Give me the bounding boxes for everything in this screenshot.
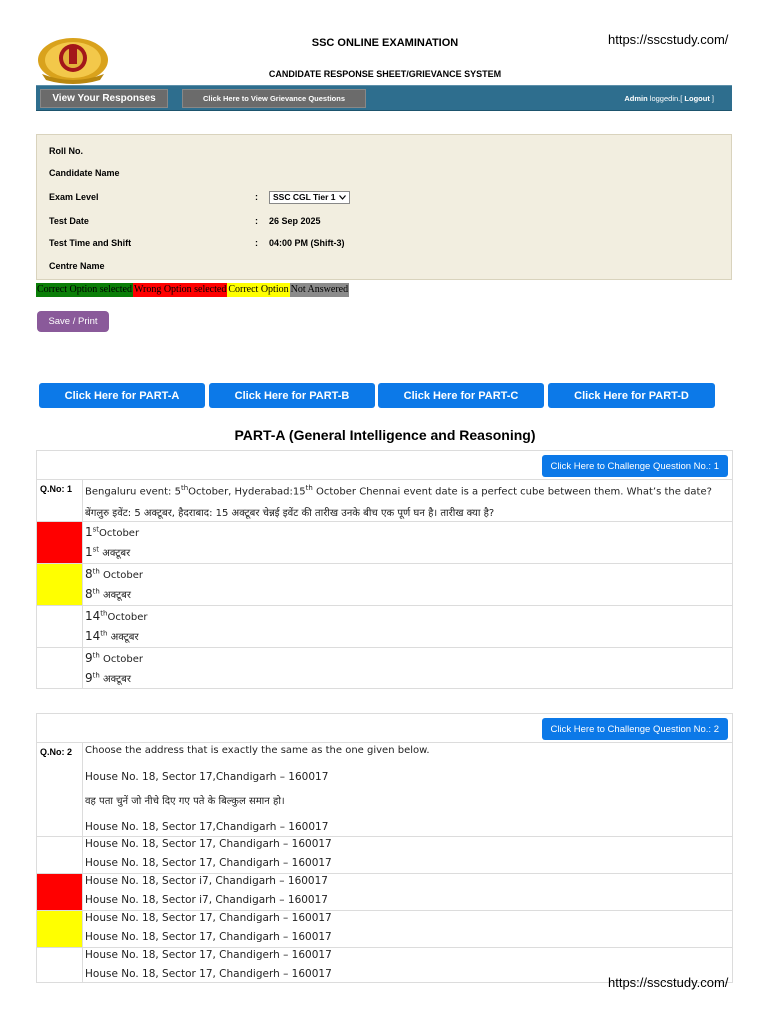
option-text-hi: House No. 18, Sector 17, Chandigerh – 160017	[85, 968, 332, 980]
option-number: 8	[85, 587, 93, 601]
part-b-button[interactable]: Click Here for PART-B	[209, 383, 375, 408]
superscript: th	[92, 651, 100, 660]
option-month: अक्टूबर	[107, 632, 139, 643]
superscript: th	[92, 671, 100, 680]
option-text-hi	[85, 671, 131, 685]
question-text-en: Choose the address that is exactly the same as the one given below.	[85, 745, 430, 756]
option-row-3	[37, 910, 732, 947]
roll-row	[49, 144, 255, 158]
superscript: th	[100, 629, 108, 638]
question-text-part: Bengaluru event: 5	[85, 486, 181, 498]
level-label: Exam Level	[49, 192, 99, 202]
option-text-hi: House No. 18, Sector 17, Chandigarh – 160017	[85, 931, 332, 943]
question-text-part: October Chennai event date is a perfect cube between them. What’s the date?	[312, 486, 712, 498]
colon: :	[255, 192, 258, 202]
option-number: 8	[85, 567, 93, 581]
answer-legend	[36, 283, 349, 297]
superscript: st	[92, 525, 100, 534]
top-navbar	[36, 85, 732, 111]
option-month: अक्टूबर	[99, 548, 131, 559]
question-number-cell	[37, 743, 83, 836]
candidate-name-label: Candidate Name	[49, 168, 120, 178]
question-number-cell	[37, 480, 83, 521]
superscript: th	[92, 587, 100, 596]
option-month: October	[99, 654, 144, 665]
question-number: Q.No: 1	[40, 484, 73, 494]
save-print-button[interactable]: Save / Print	[37, 311, 109, 332]
option-number: 9	[85, 671, 93, 685]
option-month: अक्टूबर	[99, 674, 131, 685]
time-label: Test Time and Shift	[49, 238, 132, 248]
date-row	[49, 214, 321, 228]
option-status-cell	[37, 911, 83, 947]
option-status-cell	[37, 564, 83, 605]
option-text-hi: House No. 18, Sector i7, Chandigarh – 160017	[85, 894, 328, 906]
challenge-question-2-button[interactable]: Click Here to Challenge Question No.: 2	[542, 718, 728, 740]
close-bracket: ]	[709, 94, 714, 103]
option-status-cell	[37, 648, 83, 689]
option-text-hi	[85, 629, 139, 643]
option-month: अक्टूबर	[99, 590, 131, 601]
admin-name: Admin	[624, 94, 648, 103]
time-row	[49, 236, 345, 250]
challenge-question-1-button[interactable]: Click Here to Challenge Question No.: 1	[542, 455, 728, 477]
option-text-en: House No. 18, Sector 17, Chandigarh – 160017	[85, 912, 332, 924]
roll-label: Roll No.	[49, 146, 83, 156]
option-text-en: House No. 18, Sector 17, Chandigarh – 160017	[85, 838, 332, 850]
superscript: st	[92, 545, 100, 554]
exam-level-value: SSC CGL Tier 1	[273, 192, 336, 202]
test-time-value: 04:00 PM (Shift-3)	[269, 238, 345, 248]
option-number: 14	[85, 609, 101, 623]
sheet-title: CANDIDATE RESPONSE SHEET/GRIEVANCE SYSTEM	[268, 69, 502, 79]
part-c-button[interactable]: Click Here for PART-C	[378, 383, 544, 408]
option-status-cell	[37, 948, 83, 983]
question-row	[37, 742, 732, 836]
colon: :	[255, 216, 258, 226]
option-number: 14	[85, 629, 101, 643]
option-text-hi	[85, 545, 130, 559]
question-text-part: October, Hyderabad:15	[188, 486, 306, 498]
colon: :	[255, 238, 258, 248]
legend-correct-selected: Correct Option selected	[37, 284, 132, 295]
test-date-value: 26 Sep 2025	[269, 216, 321, 226]
superscript: th	[305, 484, 313, 492]
admin-status	[624, 94, 714, 103]
watermark-bottom: https://sscstudy.com/	[608, 975, 729, 990]
question-card-2	[36, 713, 733, 983]
option-row-1	[37, 836, 732, 873]
superscript: th	[92, 567, 100, 576]
option-number: 1	[85, 525, 93, 539]
option-month: October	[99, 570, 144, 581]
date-label: Test Date	[49, 216, 89, 226]
legend-correct-option: Correct Option	[228, 284, 289, 295]
section-title: PART-A (General Intelligence and Reasoning)	[234, 427, 536, 443]
option-text-hi: House No. 18, Sector 17, Chandigarh – 160017	[85, 857, 332, 869]
part-d-button[interactable]: Click Here for PART-D	[548, 383, 715, 408]
option-row-1	[37, 521, 732, 563]
question-card-1	[36, 450, 733, 689]
watermark-top: https://sscstudy.com/	[608, 32, 729, 47]
logout-link[interactable]: Logout	[684, 94, 710, 103]
candidate-info-box	[36, 134, 732, 280]
option-row-2	[37, 873, 732, 910]
question-number: Q.No: 2	[40, 747, 73, 757]
superscript: th	[100, 609, 108, 618]
exam-title: SSC ONLINE EXAMINATION	[311, 37, 459, 49]
option-number: 1	[85, 545, 93, 559]
view-responses-button[interactable]: View Your Responses	[40, 89, 168, 108]
question-row	[37, 479, 732, 521]
option-text-en	[85, 525, 139, 539]
logged-text: loggedin.[	[647, 94, 685, 103]
option-row-2	[37, 563, 732, 605]
option-text-hi	[85, 587, 131, 601]
centre-label: Centre Name	[49, 261, 105, 271]
chevron-down-icon	[339, 192, 346, 202]
question-text-hi: बेंगलुरु इवेंट: 5 अक्टूबर, हैदराबाद: 15 अक्टूबर चेन्नई इवेंट की तारीख उनके बीच एक पूर्ण घन है। तारीख क्या है?	[85, 508, 495, 519]
option-row-3	[37, 605, 732, 647]
part-a-button[interactable]: Click Here for PART-A	[39, 383, 205, 408]
option-status-cell	[37, 522, 83, 563]
option-number: 9	[85, 651, 93, 665]
option-status-cell	[37, 837, 83, 873]
question-text-en	[85, 484, 712, 497]
question-text-hi: वह पता चुनें जो नीचे दिए गए पते के बिल्कुल समान हो।	[85, 796, 285, 807]
name-row	[49, 166, 255, 180]
option-text-en: House No. 18, Sector i7, Chandigarh – 160017	[85, 875, 328, 887]
centre-row	[49, 259, 255, 273]
level-row	[49, 190, 350, 204]
option-status-cell	[37, 874, 83, 910]
option-status-cell	[37, 606, 83, 647]
exam-level-select[interactable]	[269, 191, 350, 204]
legend-wrong-selected: Wrong Option selected	[133, 284, 227, 295]
option-month: October	[107, 612, 148, 623]
option-month: October	[99, 528, 140, 539]
option-row-4	[37, 647, 732, 689]
superscript: th	[180, 484, 189, 492]
legend-not-answered: Not Answered	[290, 284, 349, 295]
option-text-en	[85, 567, 143, 581]
view-grievance-button[interactable]: Click Here to View Grievance Questions	[182, 89, 366, 108]
option-text-en: House No. 18, Sector 17, Chandigerh – 160017	[85, 949, 332, 961]
option-text-en	[85, 651, 143, 665]
question-address-hi: House No. 18, Sector 17,Chandigarh – 160017	[85, 821, 329, 833]
option-text-en	[85, 609, 148, 623]
question-address-en: House No. 18, Sector 17,Chandigarh – 160017	[85, 771, 329, 783]
